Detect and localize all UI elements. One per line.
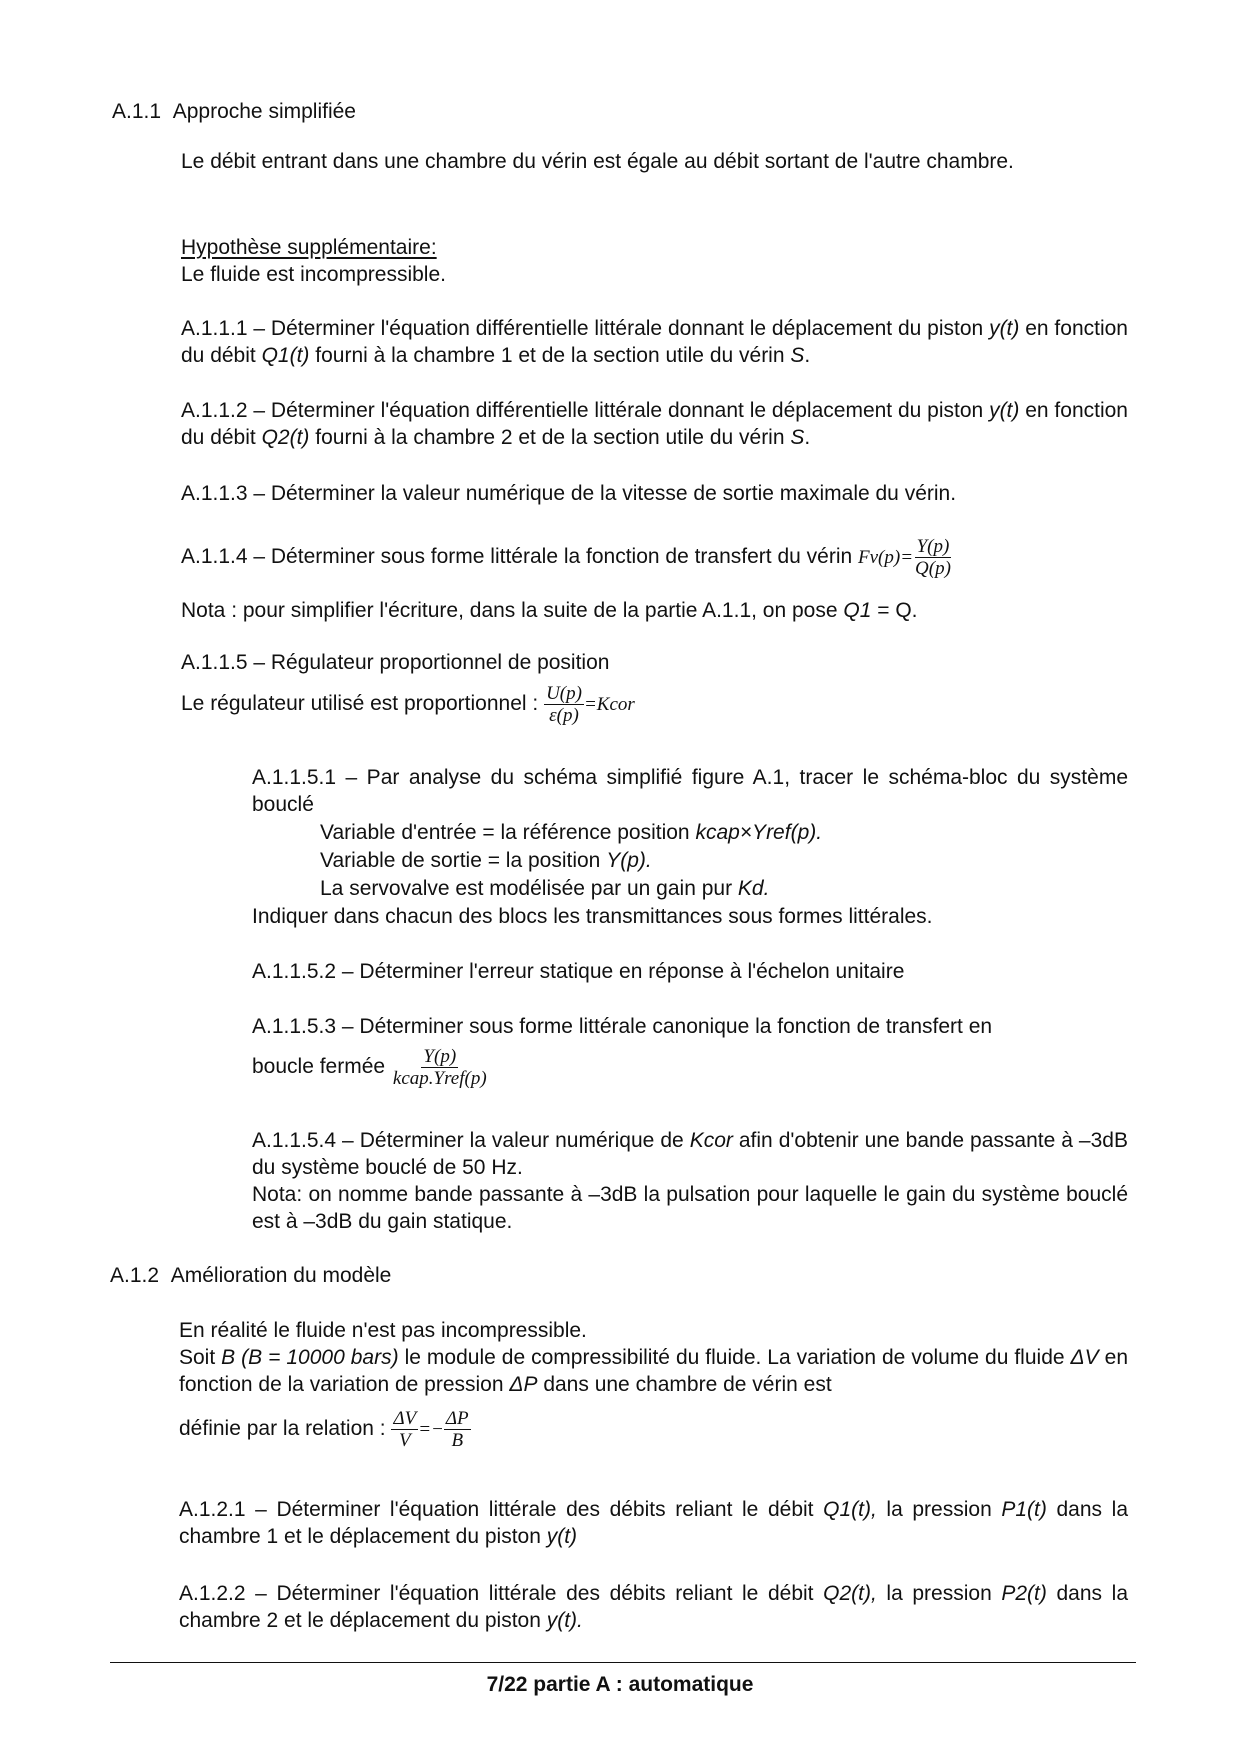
paragraph-compressibility: En réalité le fluide n'est pas incompressible. Soit B (B = 10000 bars) le module de compressibilité du fluide. La variation de volume du fluide ΔV en fonction de la variation de pression ΔP dans une chambre de vérin est [179,1319,1128,1396]
question-a11151: A.1.1.5.1 – Par analyse du schéma simplifié figure A.1, tracer le schéma-bloc du système bouclé [252,766,1128,816]
question-a1114: A.1.1.4 – Déterminer sous forme littérale la fonction de transfert du vérin Fv(p)= $\frac{Y(p)}{Q(p)}$ [181,536,951,579]
question-a1122: A.1.2.2 – Déterminer l'équation littérale des débits reliant le débit Q2(t), la pression P2(t) dans la chambre 2 et le déplacement du piston y(t). [179,1582,1128,1632]
hypothesis-text: Le fluide est incompressible. [181,263,446,286]
nota-bandwidth: Nota: on nomme bande passante à –3dB la pulsation pour laquelle le gain du système bouclé est à –3dB du gain statique. [252,1183,1128,1233]
regulator-fraction: $\frac{U(p)}{\varepsilon(p)}$ [546,683,582,726]
question-a1111: A.1.1.1 – Déterminer l'équation différentielle littérale donnant le déplacement du piston y(t) en fonction du débit Q1(t) fourni à la chambre 1 et de la section utile du vérin S. [181,317,1128,367]
closed-loop-line: boucle fermée $\frac{Y(p)}{\text{kcap.Yref(p)}}$ [252,1046,487,1089]
hypothesis-block [181,234,446,288]
regulator-line: Le régulateur utilisé est proportionnel : $\frac{U(p)}{\varepsilon(p)}$ =Kcor [181,683,635,726]
question-a1121: A.1.2.1 – Déterminer l'équation littérale des débits reliant le débit Q1(t), la pression P1(t) dans la chambre 1 et le déplacement du piston y(t) [179,1498,1128,1548]
pressure-fraction: $\frac{\Delta P}{B}$ [445,1408,469,1451]
closed-loop-fraction: $\frac{Y(p)}{\text{kcap.Yref(p)}}$ [392,1046,487,1089]
section-heading-a12: A.1.2 Amélioration du modèle [110,1264,392,1287]
question-a11153: A.1.1.5.3 – Déterminer sous forme littérale canonique la fonction de transfert en [252,1015,993,1038]
question-a1115-title: A.1.1.5 – Régulateur proportionnel de position [181,651,610,674]
question-a11152: A.1.1.5.2 – Déterminer l'erreur statique en réponse à l'échelon unitaire [252,960,905,983]
section-heading-a11: A.1.1 Approche simplifiée [112,100,356,123]
page-footer: 7/22 partie A : automatique [486,1673,754,1696]
instruction-line: Indiquer dans chacun des blocs les transmittances sous formes littérales. [252,905,933,928]
paragraph-debit: Le débit entrant dans une chambre du vérin est égale au débit sortant de l'autre chambre. [181,150,1014,173]
output-variable-line: Variable de sortie = la position Y(p). [320,849,652,872]
question-a11154: A.1.1.5.4 – Déterminer la valeur numérique de Kcor afin d'obtenir une bande passante à –3dB du système bouclé de 50 Hz. Nota: on nomme bande passante à –3dB la pulsation pour laquelle le gain du système bouclé est à –3dB du gain statique. [252,1129,1128,1233]
input-variable-line: Variable d'entrée = la référence position kcap×Yref(p). [320,821,823,844]
transfer-fraction-fv: $\frac{Y(p)}{Q(p)}$ [915,536,951,579]
nota-q1: Nota : pour simplifier l'écriture, dans la suite de la partie A.1.1, on pose Q1 = Q. [181,599,918,622]
question-a1112: A.1.1.2 – Déterminer l'équation différentielle littérale donnant le déplacement du piston y(t) en fonction du débit Q2(t) fourni à la chambre 2 et de la section utile du vérin S. [181,399,1128,449]
servovalve-line: La servovalve est modélisée par un gain pur Kd. [320,877,770,900]
volume-fraction: $\frac{\Delta V}{V}$ [393,1408,417,1451]
question-a1113: A.1.1.3 – Déterminer la valeur numérique de la vitesse de sortie maximale du vérin. [181,482,957,505]
hypothesis-label: Hypothèse supplémentaire: [181,236,437,259]
relation-line: définie par la relation : $\frac{\Delta V}{V}$ =− $\frac{\Delta P}{B}$ [179,1408,469,1451]
footer-rule [110,1662,1136,1663]
